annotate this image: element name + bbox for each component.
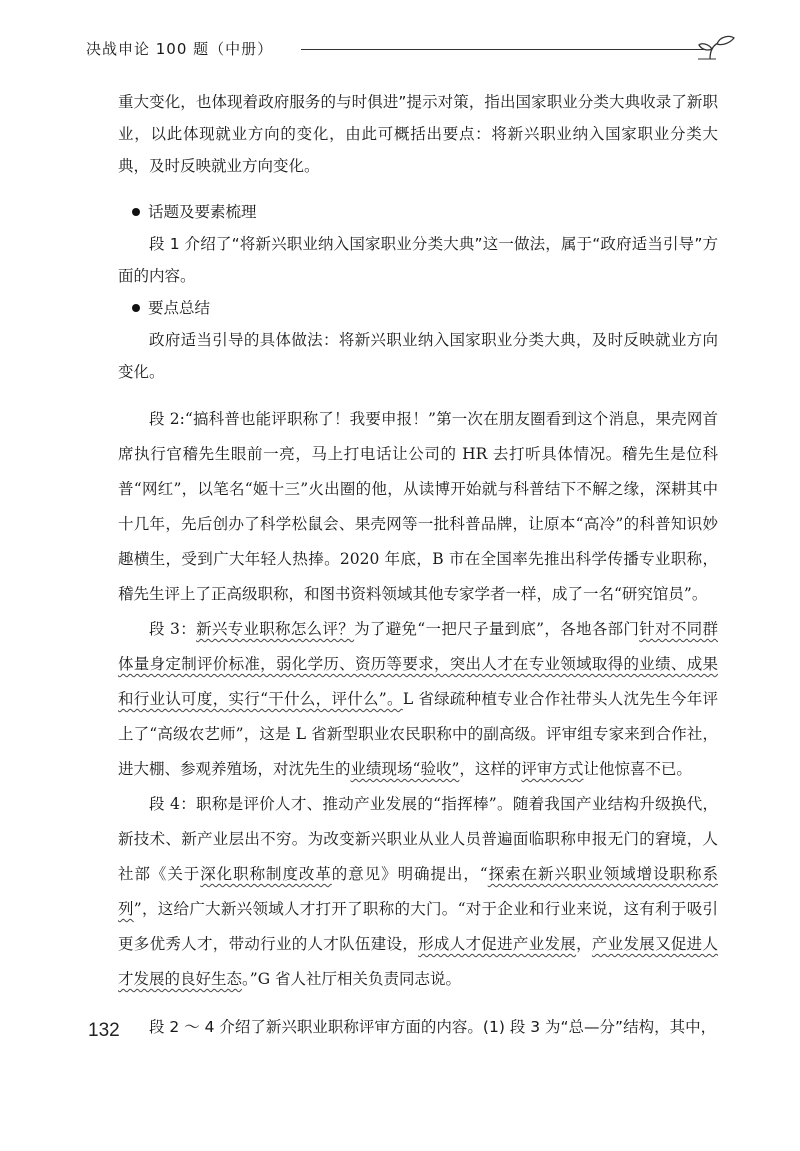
material-paragraph-2: 段 2:“搞科普也能评职称了！我要申报！”第一次在朋友圈看到这个消息，果壳网首席执行官稽先生眼前一亮，马上打电话让公司的 HR 去打听具体情况。稽先生是位科普“网红”，以笔名“姬十三”火出圈的他，从读博开始就与科普结下不解之缘，深耕其中十几年，先后创办了科学松鼠会、果壳网等一批科普品牌，让原本“高冷”的科普知识妙趣横生，受到广大年轻人热捧。2020 年底，B 市在全国率先推出科学传播专业职称，稽先生评上了正高级职称，和图书资料领域其他专家学者一样，成了一名“研究馆员”。 <box>118 410 718 603</box>
underlined-text: 探索在新兴职业领域增设职称系列 <box>118 865 718 918</box>
material-paragraph-3: 段 3：新兴专业职称怎么评？为了避免“一把尺子量到底”，各地各部门针对不同群体量身定制评价标准，弱化学历、资历等要求，突出人才在专业领域取得的业绩、成果和行业认可度，实行“干什么，评什么”。L 省绿疏种植专业合作社带头人沈先生今年评上了“高级农艺师”，这是 L 省新型职业农民职称中的副高级。评审组专家来到合作社，进大棚、参观养殖场，对沈先生的业绩现场“验收”，这样的评审方式让他惊喜不已。 <box>118 620 718 778</box>
underlined-text: 新兴专业职称怎么评？ <box>196 620 355 638</box>
page-body <box>118 86 718 1043</box>
page-number: 132 <box>88 1020 120 1041</box>
paragraph: 政府适当引导的具体做法：将新兴职业纳入国家职业分类大典，及时反映就业方向变化。 <box>118 331 718 381</box>
paragraph: 重大变化，也体现着政府服务的与时俱进”提示对策，指出国家职业分类大典收录了新职业，以此体现就业方向的变化，由此可概括出要点：将新兴职业纳入国家职业分类大典，及时反映就业方向变化。 <box>118 93 718 175</box>
underlined-text: 产业发展又促进人才发展的良好生态 <box>118 935 718 988</box>
bullet-icon <box>132 208 140 216</box>
material-paragraph-4: 段 4：职称是评价人才、推动产业发展的“指挥棒”。随着我国产业结构升级换代，新技术、新产业层出不穷。为改变新兴职业从业人员普遍面临职称申报无门的窘境，人社部《关于深化职称制度改革的意见》明确提出，“探索在新兴职业领域增设职称系列”，这给广大新兴领域人才打开了职称的大门。“对于企业和行业来说，这有利于吸引更多优秀人才，带动行业的人才队伍建设，形成人才促进产业发展，产业发展又促进人才发展的良好生态。”G 省人社厅相关负责同志说。 <box>118 795 718 988</box>
underlined-text: 业绩现场“验收” <box>350 760 460 778</box>
section-heading: 要点总结 <box>118 292 718 324</box>
bullet-icon <box>132 304 140 312</box>
underlined-text: 评审方式 <box>521 760 584 778</box>
sprout-icon <box>698 34 738 60</box>
underlined-text: 实行“干什么，评什么”。 <box>228 690 403 708</box>
underlined-text: 形成人才促进产业发展 <box>418 935 577 953</box>
paragraph: 段 1 介绍了“将新兴职业纳入国家职业分类大典”这一做法，属于“政府适当引导”方面的内容。 <box>118 235 718 285</box>
header-rule <box>301 49 706 50</box>
book-title: 决战申论 100 题（中册） <box>86 40 274 58</box>
underlined-text: 深化职称制度改革 <box>200 865 332 883</box>
section-heading: 话题及要素梳理 <box>118 196 718 228</box>
running-header <box>86 34 736 64</box>
paragraph: 段 2 ～ 4 介绍了新兴职业职称评审方面的内容。(1) 段 3 为“总—分”结构，其中， <box>149 1018 717 1036</box>
underlined-text: 针对不同群体量身定制评价标准，弱化学历、资历等要求，突出人才在专业领域取得的业绩、成果和行业认可度， <box>118 620 718 708</box>
